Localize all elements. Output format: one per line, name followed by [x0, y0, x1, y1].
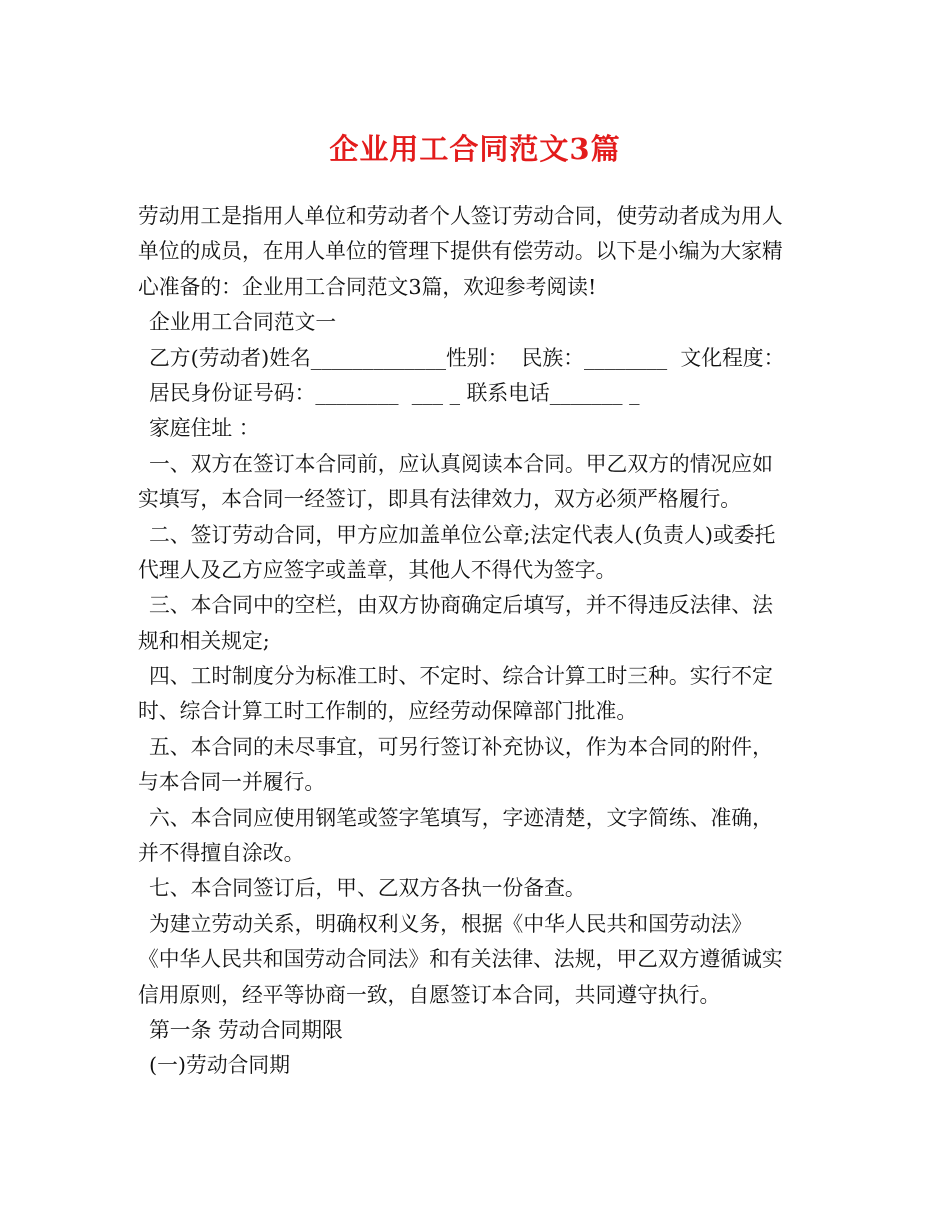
document-line: 并不得擅自涂改。	[138, 841, 305, 866]
document-line: 代理人及乙方应签字或盖章，其他人不得代为签字。	[138, 557, 617, 582]
document-line: 三、本合同中的空栏，由双方协商确定后填写，并不得违反法律、法	[149, 593, 773, 618]
document-line: 乙方(劳动者)姓名_____________性别： 民族：________ 文化程度：	[149, 345, 785, 370]
document-line: 心准备的：企业用工合同范文3篇，欢迎参考阅读!	[138, 274, 597, 299]
document-line: 企业用工合同范文一	[149, 310, 337, 335]
document-line: 与本合同一并履行。	[138, 770, 326, 795]
document-line: (一)劳动合同期	[149, 1053, 291, 1078]
document-line: 一、双方在签订本合同前，应认真阅读本合同。甲乙双方的情况应如	[149, 451, 773, 476]
document-line: 二、签订劳动合同，甲方应加盖单位公章;法定代表人(负责人)或委托	[149, 522, 776, 547]
document-line: 信用原则，经平等协商一致，自愿签订本合同，共同遵守执行。	[138, 982, 721, 1007]
document-line: 单位的成员，在用人单位的管理下提供有偿劳动。以下是小编为大家精	[138, 239, 783, 264]
document-body	[138, 199, 816, 1084]
document-line: 时、综合计算工时工作制的，应经劳动保障部门批准。	[138, 699, 638, 724]
document-line: 《中华人民共和国劳动合同法》和有关法律、法规，甲乙双方遵循诚实	[138, 947, 783, 972]
document-line: 第一条 劳动合同期限	[149, 1017, 343, 1042]
document-line: 七、本合同签订后，甲、乙双方各执一份备查。	[149, 876, 586, 901]
document-title: 企业用工合同范文3篇	[329, 132, 621, 166]
document-line: 家庭住址 ：	[149, 416, 260, 441]
document-line: 劳动用工是指用人单位和劳动者个人签订劳动合同，使劳动者成为用人	[138, 204, 783, 228]
document-line: 规和相关规定;	[138, 628, 270, 653]
document-line: 居民身份证号码：________ ___ _ 联系电话_______ _	[149, 380, 640, 405]
document-line: 五、本合同的未尽事宜，可另行签订补充协议，作为本合同的附件，	[149, 734, 773, 759]
document-line: 为建立劳动关系，明确权利义务，根据《中华人民共和国劳动法》	[149, 911, 753, 936]
document-line: 实填写，本合同一经签订，即具有法律效力，双方必须严格履行。	[138, 487, 742, 512]
document-line: 六、本合同应使用钢笔或签字笔填写，字迹清楚，文字简练、准确，	[149, 805, 773, 830]
document-line: 四、工时制度分为标准工时、不定时、综合计算工时三种。实行不定	[149, 664, 773, 689]
